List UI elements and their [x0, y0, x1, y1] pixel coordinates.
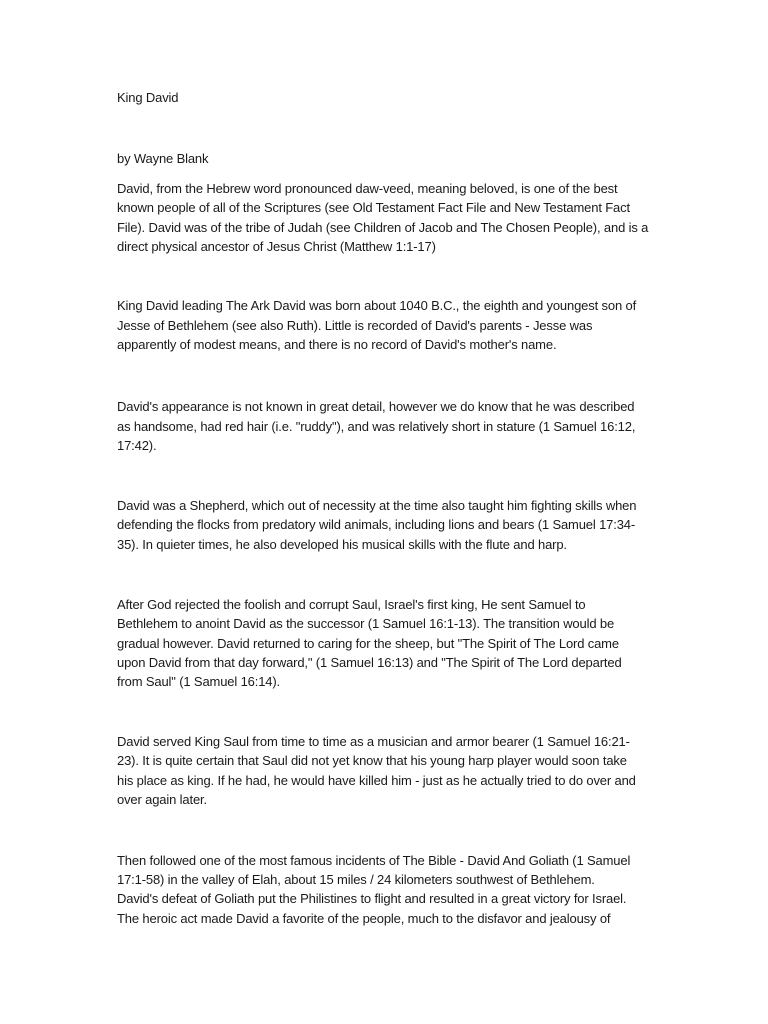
paragraph-line: Bethlehem to anoint David as the successor (1 Samuel 16:1-13). The transition would be — [117, 616, 615, 631]
paragraph-line: direct physical ancestor of Jesus Christ (Matthew 1:1-17) — [117, 239, 436, 254]
paragraph-line: 35). In quieter times, he also developed his musical skills with the flute and harp. — [117, 537, 567, 552]
paragraph-line: 17:1-58) in the valley of Elah, about 15 miles / 24 kilometers southwest of Bethlehem. — [117, 872, 595, 887]
paragraph-line: apparently of modest means, and there is no record of David's mother's name. — [117, 337, 557, 352]
paragraph-line: over again later. — [117, 792, 207, 807]
paragraph-line: David was a Shepherd, which out of necessity at the time also taught him fighting skills when — [117, 498, 637, 513]
paragraph-line: from Saul" (1 Samuel 16:14). — [117, 674, 280, 689]
document-title: King David — [117, 90, 179, 105]
paragraph-line: known people of all of the Scriptures (see Old Testament Fact File and New Testament Fact — [117, 200, 630, 215]
paragraph-line: The heroic act made David a favorite of the people, much to the disfavor and jealousy of — [117, 911, 611, 926]
paragraph-line: File). David was of the tribe of Judah (see Children of Jacob and The Chosen People), and is a — [117, 220, 649, 235]
paragraph-line: David served King Saul from time to time as a musician and armor bearer (1 Samuel 16:21- — [117, 734, 630, 749]
paragraph-line: After God rejected the foolish and corrupt Saul, Israel's first king, He sent Samuel to — [117, 597, 586, 612]
paragraph-line: David's defeat of Goliath put the Philistines to flight and resulted in a great victory for Israel. — [117, 891, 627, 906]
paragraph-line: defending the flocks from predatory wild animals, including lions and bears (1 Samuel 17:34- — [117, 517, 636, 532]
paragraph-line: Jesse of Bethlehem (see also Ruth). Little is recorded of David's parents - Jesse was — [117, 318, 593, 333]
paragraph-line: upon David from that day forward," (1 Samuel 16:13) and "The Spirit of The Lord departed — [117, 655, 622, 670]
document-byline: by Wayne Blank — [117, 151, 209, 166]
paragraph-line: King David leading The Ark David was born about 1040 B.C., the eighth and youngest son of — [117, 298, 637, 313]
paragraph-line: David's appearance is not known in great detail, however we do know that he was described — [117, 399, 635, 414]
paragraph-line: 23). It is quite certain that Saul did not yet know that his young harp player would soon take — [117, 753, 627, 768]
paragraph-line: Then followed one of the most famous incidents of The Bible - David And Goliath (1 Samuel — [117, 853, 631, 868]
paragraph-line: gradual however. David returned to caring for the sheep, but "The Spirit of The Lord came — [117, 636, 619, 651]
paragraph-line: David, from the Hebrew word pronounced daw-veed, meaning beloved, is one of the best — [117, 181, 618, 196]
paragraph-line: his place as king. If he had, he would have killed him - just as he actually tried to do over and — [117, 773, 636, 788]
paragraph-line: as handsome, had red hair (i.e. "ruddy"), and was relatively short in stature (1 Samuel 16:12, — [117, 419, 636, 434]
paragraph-line: 17:42). — [117, 438, 157, 453]
